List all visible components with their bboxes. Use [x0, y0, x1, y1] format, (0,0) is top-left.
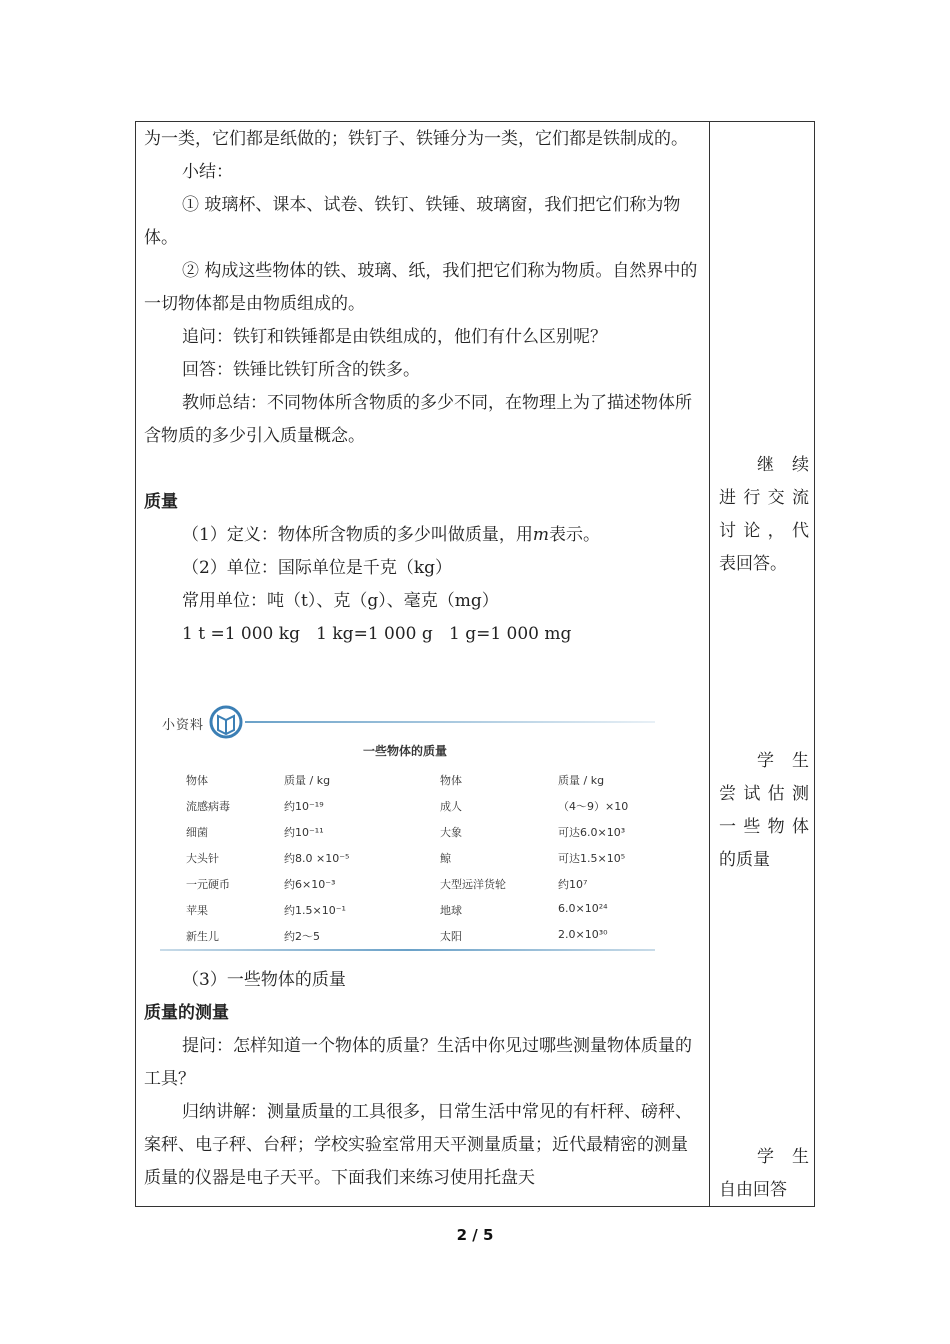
table-cell: 约10⁻¹¹ [284, 826, 324, 839]
table-cell: 6.0×10²⁴ [558, 902, 608, 915]
table-cell: 2.0×10³⁰ [558, 928, 608, 941]
paragraph: ① 玻璃杯、课本、试卷、铁钉、铁锤、玻璃窗，我们把它们称为物体。 [144, 195, 681, 248]
table-cell: 可达6.0×10³ [558, 826, 626, 839]
note-line: 学生 [757, 751, 809, 771]
table-cell: 约10⁷ [558, 878, 588, 891]
col-header-object: 物体 [440, 774, 462, 787]
table-cell: 成人 [440, 800, 462, 813]
table-cell: 约10⁻¹⁹ [284, 800, 324, 813]
paragraph: 回答：铁锤比铁钉所含的铁多。 [182, 360, 420, 380]
table-cell: （4～9）×10 [558, 800, 629, 813]
table-cell: 地球 [440, 904, 462, 917]
note-line: 的质量 [719, 850, 770, 870]
paragraph: 为一类，它们都是纸做的；铁钉子、铁锤分为一类，它们都是铁制成的。 [144, 129, 688, 149]
paragraph: 教师总结：不同物体所含物质的多少不同，在物理上为了描述物体所含物质的多少引入质量概念。 [144, 393, 692, 446]
lesson-table [135, 121, 815, 1207]
note-line: 一些物体 [719, 817, 809, 837]
info-box [150, 714, 660, 959]
table-cell: 大头针 [186, 852, 219, 865]
note-line: 进行交流 [719, 488, 809, 508]
book-icon [208, 704, 252, 744]
paragraph: 追问：铁钉和铁锤都是由铁组成的，他们有什么区别呢？ [182, 327, 607, 347]
table-cell: 大象 [440, 826, 462, 839]
teacher-column [144, 122, 700, 651]
info-box-rule [245, 721, 655, 723]
table-cell: 约8.0 ×10⁻⁵ [284, 852, 350, 865]
table-cell: 苹果 [186, 904, 208, 917]
info-box-bottom-rule [160, 949, 655, 951]
col-header-mass: 质量 / kg [558, 774, 605, 787]
table-cell: 约1.5×10⁻¹ [284, 904, 346, 917]
note-line: 讨论，代 [719, 521, 809, 541]
note-line: 自由回答 [719, 1180, 787, 1200]
unit-conversion: 1 t =1 000 kg 1 kg=1 000 g 1 g=1 000 mg [182, 624, 572, 644]
note-line: 尝试估测 [719, 784, 809, 804]
table-cell: 一元硬币 [186, 878, 230, 891]
definition-text: 表示。 [548, 525, 600, 545]
table-cell: 细菌 [186, 826, 208, 839]
table-cell: 约2～5 [284, 930, 320, 943]
section-heading: 质量 [144, 492, 178, 512]
unit-line: （2）单位：国际单位是千克（kg） [182, 558, 452, 578]
paragraph: 归纳讲解：测量质量的工具很多，日常生活中常见的有杆秤、磅秤、案秤、电子秤、台秤；学校实验室常用天平测量质量；近代最精密的测量质量的仪器是电子天平。下面我们来练习使用托盘天 [144, 1102, 692, 1188]
table-cell: 鲸 [440, 852, 451, 865]
definition-text: （1）定义：物体所含物质的多少叫做质量，用 [182, 525, 533, 545]
col-header-object: 物体 [186, 774, 208, 787]
table-cell: 约6×10⁻³ [284, 878, 336, 891]
note-line: 学生 [757, 1147, 809, 1167]
info-box-label: 小资料 [162, 718, 205, 733]
note-line: 表回答。 [719, 554, 787, 574]
student-note [719, 449, 809, 581]
teacher-column-continued [144, 964, 700, 1195]
definition [144, 519, 700, 552]
section-heading: 质量的测量 [144, 1003, 229, 1023]
student-note [719, 1141, 809, 1207]
info-box-caption: 一些物体的质量 [362, 744, 447, 758]
blank-line [144, 453, 700, 486]
table-cell: 新生儿 [186, 930, 219, 943]
table-cell: 大型远洋货轮 [440, 878, 506, 891]
student-note [719, 745, 809, 877]
column-divider [709, 122, 710, 1206]
paragraph: 小结： [182, 162, 233, 182]
section-item: （3）一些物体的质量 [182, 970, 346, 990]
paragraph: ② 构成这些物体的铁、玻璃、纸，我们把它们称为物质。自然界中的一切物体都是由物质组成的。 [144, 261, 698, 314]
col-header-mass: 质量 / kg [284, 774, 331, 787]
table-cell: 流感病毒 [186, 800, 230, 813]
common-units: 常用单位：吨（t）、克（g）、毫克（mg） [182, 591, 499, 611]
note-line: 继续 [757, 455, 809, 475]
table-cell: 可达1.5×10⁵ [558, 852, 626, 865]
page-number: 2 / 5 [456, 1226, 494, 1244]
table-cell: 太阳 [440, 930, 462, 943]
symbol-m: m [532, 525, 549, 545]
paragraph: 提问：怎样知道一个物体的质量？生活中你见过哪些测量物体质量的工具？ [144, 1036, 692, 1089]
